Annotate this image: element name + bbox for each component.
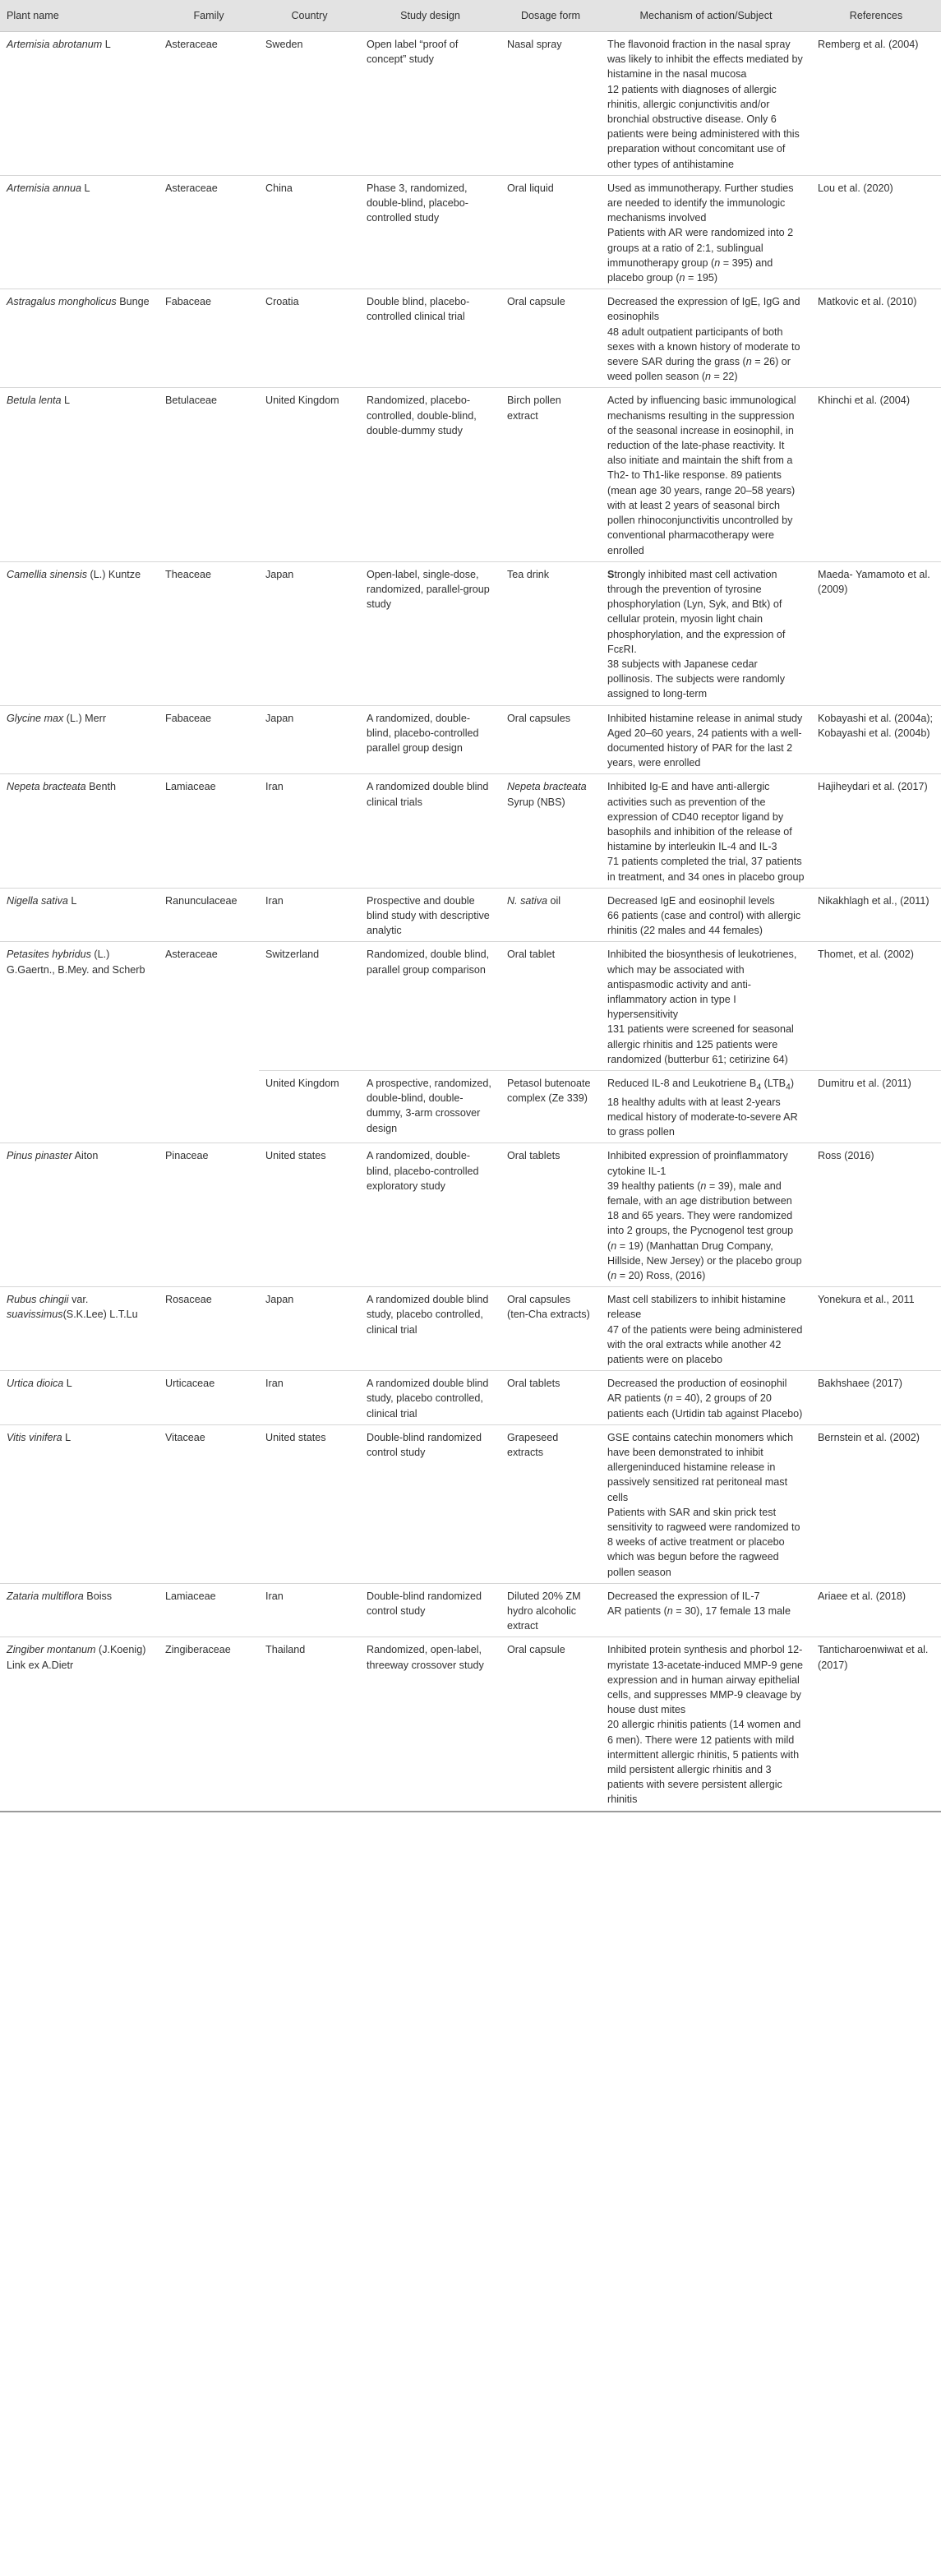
subject-text: 20 allergic rhinitis patients (14 women and 6 men). There were 12 patients with mild intermittent allergic rhinitis, 5 patients with mild persistent allergic rhinitis and 3 patients with severe persistent allergic rhinitis [607,1719,801,1806]
dosage-cell: Tea drink [500,561,601,705]
plant-author: Benth [85,781,117,793]
plant-name-cell [0,888,159,942]
mechanism-text: Decreased IgE and eosinophil levels [607,894,775,907]
plant-name-cell [0,1371,159,1425]
plant-species: Urtica dioica [7,1378,64,1390]
design-cell: A randomized double blind clinical trials [360,774,500,888]
plant-species: Petasites hybridus [7,949,91,961]
country-cell: United Kingdom [259,388,360,561]
plant-species: Pinus pinaster [7,1150,72,1162]
plant-name-cell [0,942,159,1071]
mechanism-text: Strongly inhibited mast cell activation through the prevention of tyrosine phosphorylation (Lyn, Syk, and Btk) of cellular protein, myosin light chain phosphorylation, and the expression of FcεRI. [607,568,786,655]
plant-species: Artemisia annua [7,182,82,194]
mechanism-cell [601,888,811,942]
subject-text: 39 healthy patients (n = 39), male and female, with an age distribution between 18 and 65 years. They were randomized into 2 groups, the Pycnogenol test group (n = 19) (Manhattan Drug Company, Hillside, New Jersey) or the placebo group (n = 20) Ross, (2016) [607,1180,802,1281]
plant-name-cell [0,774,159,888]
plant-name-cell [0,1637,159,1812]
family-cell: Rosaceae [159,1287,259,1371]
header-row [0,0,941,32]
plant-species: Rubus chingii [7,1294,69,1306]
dosage-cell: Oral tablets [500,1371,601,1425]
family-cell: Zingiberaceae [159,1637,259,1812]
design-cell: Open-label, single-dose, randomized, parallel-group study [360,561,500,705]
plant-author: (L.) G.Gaertn., B.Mey. and Scherb [7,949,145,976]
mechanism-cell [601,1371,811,1425]
plant-name-cell [0,175,159,289]
plant-species: Nepeta bracteata [7,781,86,793]
subject-text: 38 subjects with Japanese cedar pollinosis. The subjects were randomly assigned to long-term [607,658,786,700]
mechanism-cell [601,705,811,774]
plant-author: L [63,1378,72,1390]
reference-cell: Dumitru et al. (2011) [811,1071,941,1143]
subject-text: 71 patients completed the trial, 37 patients in treatment, and 34 ones in placebo group [607,856,805,883]
reference-cell: Ariaee et al. (2018) [811,1583,941,1637]
plant-name-cell [0,32,159,176]
reference-cell: Thomet, et al. (2002) [811,942,941,1071]
mechanism-cell [601,1071,811,1143]
table-row [0,1287,941,1371]
country-cell: Iran [259,774,360,888]
mechanism-cell [601,289,811,388]
table-row [0,561,941,705]
table-row [0,774,941,888]
mechanism-cell [601,175,811,289]
dosage-cell: Oral capsule [500,1637,601,1812]
plant-name-cell [0,705,159,774]
dosage-cell: Oral tablets [500,1143,601,1287]
design-cell: Open label “proof of concept” study [360,32,500,176]
plant-species: Artemisia abrotanum [7,39,103,50]
family-cell: Lamiaceae [159,774,259,888]
mechanism-text: Decreased the production of eosinophil [607,1378,787,1390]
plant-author: Boiss [83,1590,113,1602]
mechanism-text: Decreased the expression of IL-7 [607,1590,760,1602]
table-row [0,888,941,942]
country-cell: Japan [259,561,360,705]
family-cell: Asteraceae [159,32,259,176]
plant-species: Betula lenta [7,395,62,407]
country-cell: Japan [259,1287,360,1371]
plant-name-cell: Rubus chingii var. suavissimus(S.K.Lee) L.T.Lu [0,1287,159,1371]
mechanism-text: Used as immunotherapy. Further studies are needed to identify the immunologic mechanisms involved [607,182,794,224]
dosage-cell: Nasal spray [500,32,601,176]
reference-cell: Ross (2016) [811,1143,941,1287]
plant-name-cell [0,289,159,388]
reference-cell: Bernstein et al. (2002) [811,1424,941,1583]
mechanism-cell [601,1424,811,1583]
plant-species: Vitis vinifera [7,1431,62,1443]
mechanism-text: GSE contains catechin monomers which have been demonstrated to inhibit allergeninduced histamine release in passively sensitized rat peritoneal mast cells [607,1431,794,1503]
plant-author: Aiton [71,1150,99,1162]
mechanism-text: Inhibited histamine release in animal study [607,712,803,724]
plant-author: L [62,1431,71,1443]
dosage-cell: Diluted 20% ZM hydro alcoholic extract [500,1583,601,1637]
mechanism-cell [601,1143,811,1287]
table-row [0,1637,941,1812]
header-plant-name: Plant name [0,0,159,32]
design-cell: A randomized double blind study, placebo controlled, clinical trial [360,1371,500,1425]
reference-cell: Bakhshaee (2017) [811,1371,941,1425]
country-cell: Iran [259,1583,360,1637]
mechanism-cell [601,942,811,1071]
table-row [0,1143,941,1287]
subject-text: Aged 20–60 years, 24 patients with a well-documented history of PAR for the last 2 years, were enrolled [607,727,802,769]
design-cell: Phase 3, randomized, double-blind, placebo-controlled study [360,175,500,289]
header-dosage-form: Dosage form [500,0,601,32]
subject-text: 12 patients with diagnoses of allergic rhinitis, allergic conjunctivitis and/or bronchial obstructive disease. Only 6 patients were being administered with this preparation without concomitant use of other types of antihistamine [607,83,800,170]
dosage-cell: Oral capsules (ten-Cha extracts) [500,1287,601,1371]
country-cell: United Kingdom [259,1071,360,1143]
family-cell: Betulaceae [159,388,259,561]
mechanism-cell [601,1637,811,1812]
table-row [0,1371,941,1425]
mechanism-cell [601,1583,811,1637]
country-cell: Iran [259,1371,360,1425]
family-cell: Fabaceae [159,289,259,388]
mechanism-text: Inhibited Ig-E and have anti-allergic activities such as prevention of the expression of CD40 receptor ligand by basophils and inhibition of the release of histamine by interleukin IL-4 and IL-3 [607,781,792,853]
plant-name-cell [0,1424,159,1583]
design-cell: Double-blind randomized control study [360,1424,500,1583]
country-cell: Sweden [259,32,360,176]
plant-name-cell [0,1583,159,1637]
table-row [0,32,941,176]
dosage-cell: Birch pollen extract [500,388,601,561]
plant-species: Astragalus mongholicus [7,296,117,308]
country-cell: China [259,175,360,289]
family-cell: Asteraceae [159,175,259,289]
mechanism-text: Acted by influencing basic immunological mechanisms resulting in the suppression of the seasonal increase in eosinophil, in reduction of the late-phase reactivity. It also initiate and maintain the shift from a Th2- to Th1-like response. 89 patients (mean age 30 years, range 20–58 years) with at least 2 years of seasonal birch pollen rhinoconjunctivitis uncontrolled by conventional pharmacotherapy were enrolled [607,395,796,556]
design-cell: Randomized, open-label, threeway crossover study [360,1637,500,1812]
dosage-cell: Grapeseed extracts [500,1424,601,1583]
plant-author: Bunge [116,296,150,308]
design-cell: A randomized, double-blind, placebo-controlled exploratory study [360,1143,500,1287]
subject-text: 131 patients were screened for seasonal allergic rhinitis and 125 patients were randomized (butterbur 61; cetirizine 64) [607,1023,794,1065]
dosage-cell: Oral capsule [500,289,601,388]
family-cell: Fabaceae [159,705,259,774]
header-family: Family [159,0,259,32]
subject-text: Patients with AR were randomized into 2 groups at a ratio of 2:1, sublingual immunotherapy group (n = 395) and placebo group (n = 195) [607,227,794,284]
plant-author: L [81,182,90,194]
reference-cell: Tanticharoenwiwat et al. (2017) [811,1637,941,1812]
family-cell: Pinaceae [159,1143,259,1287]
mechanism-text: Inhibited protein synthesis and phorbol 12-myristate 13-acetate-induced MMP-9 gene expression and in human airway epithelial cells, and suppresses MMP-9 cleavage by house dust mites [607,1644,803,1716]
design-cell: A randomized double blind study, placebo controlled, clinical trial [360,1287,500,1371]
mechanism-text: Inhibited the biosynthesis of leukotrienes, which may be associated with antispasmodic activity and anti-inflammatory action in type I hypersensitivity [607,949,797,1021]
plant-species: Glycine max [7,712,64,724]
family-cell: Theaceae [159,561,259,705]
design-cell: Double blind, placebo-controlled clinical trial [360,289,500,388]
table-row [0,388,941,561]
family-cell: Urticaceae [159,1371,259,1425]
subject-text: AR patients (n = 40), 2 groups of 20 patients each (Urtidin tab against Placebo) [607,1392,803,1420]
family-cell: Vitaceae [159,1424,259,1583]
design-cell: Randomized, placebo-controlled, double-blind, double-dummy study [360,388,500,561]
country-cell: United states [259,1424,360,1583]
header-references: References [811,0,941,32]
table-row [0,175,941,289]
plant-species: Nigella sativa [7,894,68,907]
design-cell: Prospective and double blind study with descriptive analytic [360,888,500,942]
header-mechanism: Mechanism of action/Subject [601,0,811,32]
reference-cell: Khinchi et al. (2004) [811,388,941,561]
dosage-cell: Oral tablet [500,942,601,1071]
reference-cell: Hajiheydari et al. (2017) [811,774,941,888]
header-study-design: Study design [360,0,500,32]
mechanism-text: Decreased the expression of IgE, IgG and eosinophils [607,296,800,323]
family-cell [159,1071,259,1143]
plant-author: (J.Koenig) Link ex A.Dietr [7,1644,146,1671]
plant-author: L [67,894,77,907]
plant-name-cell [0,1143,159,1287]
dosage-cell: Petasol butenoate complex (Ze 339) [500,1071,601,1143]
table-row [0,1583,941,1637]
dosage-cell: Nepeta bracteata Syrup (NBS) [500,774,601,888]
reference-cell: Matkovic et al. (2010) [811,289,941,388]
design-cell: A randomized, double-blind, placebo-controlled parallel group design [360,705,500,774]
reference-cell: Nikakhlagh et al., (2011) [811,888,941,942]
reference-cell: Yonekura et al., 2011 [811,1287,941,1371]
table-row [0,1071,941,1143]
subject-text: Patients with SAR and skin prick test sensitivity to ragweed were randomized to 8 weeks of active treatment or placebo which was begun before the ragweed pollen season [607,1506,800,1578]
plant-author: (S.K.Lee) L.T.Lu [62,1309,138,1321]
plant-species: Camellia sinensis [7,568,87,580]
country-cell: Thailand [259,1637,360,1812]
plant-author: (L.) Kuntze [87,568,141,580]
country-cell: United states [259,1143,360,1287]
mechanism-cell [601,561,811,705]
dosage-cell: N. sativa oil [500,888,601,942]
country-cell: Switzerland [259,942,360,1071]
mechanism-text: Reduced IL-8 and Leukotriene $B_4$ $(LTB_4)$ [607,1078,795,1092]
subject-text: 48 adult outpatient participants of both sexes with a known history of moderate to severe SAR during the grass (n = 26) or weed pollen season (n = 22) [607,325,800,383]
reference-cell: Kobayashi et al. (2004a); Kobayashi et al. (2004b) [811,705,941,774]
subject-text: 47 of the patients were being administered with the oral extracts while another 42 patients were on placebo [607,1323,803,1365]
mechanism-text: The flavonoid fraction in the nasal spray was likely to inhibit the effects mediated by histamine in the nasal mucosa [607,39,803,81]
country-cell: Iran [259,888,360,942]
design-cell: Randomized, double blind, parallel group comparison [360,942,500,1071]
reference-cell: Remberg et al. (2004) [811,32,941,176]
mechanism-text: Inhibited expression of proinflammatory cytokine IL-1 [607,1150,788,1177]
subject-text: AR patients (n = 30), 17 female 13 male [607,1605,791,1618]
header-country: Country [259,0,360,32]
table-row [0,942,941,1071]
dosage-cell: Oral liquid [500,175,601,289]
mechanism-cell [601,774,811,888]
country-cell: Croatia [259,289,360,388]
plant-name-cell [0,1071,159,1143]
mechanism-cell [601,32,811,176]
reference-cell: Maeda- Yamamoto et al. (2009) [811,561,941,705]
plant-author: L [102,39,111,50]
plant-name-cell [0,561,159,705]
family-cell: Lamiaceae [159,1583,259,1637]
table-row [0,289,941,388]
mechanism-cell [601,388,811,561]
table-row [0,1424,941,1583]
design-cell: A prospective, randomized, double-blind, double-dummy, 3-arm crossover design [360,1071,500,1143]
subject-text: 66 patients (case and control) with allergic rhinitis (22 males and 44 females) [607,909,801,937]
mechanism-cell [601,1287,811,1371]
reference-cell: Lou et al. (2020) [811,175,941,289]
plant-species: Zataria multiflora [7,1590,84,1602]
subject-text: 18 healthy adults with at least 2-years medical history of moderate-to-severe AR to grass pollen [607,1096,798,1138]
plant-species: Zingiber montanum [7,1644,96,1656]
family-cell: Ranunculaceae [159,888,259,942]
mechanism-text: Mast cell stabilizers to inhibit histamine release [607,1294,786,1321]
table-row [0,705,941,774]
family-cell: Asteraceae [165,949,218,961]
dosage-cell: Oral capsules [500,705,601,774]
plant-name-cell [0,388,159,561]
plant-author: (L.) Merr [63,712,107,724]
plant-author: L [61,395,71,407]
design-cell: Double-blind randomized control study [360,1583,500,1637]
country-cell: Japan [259,705,360,774]
